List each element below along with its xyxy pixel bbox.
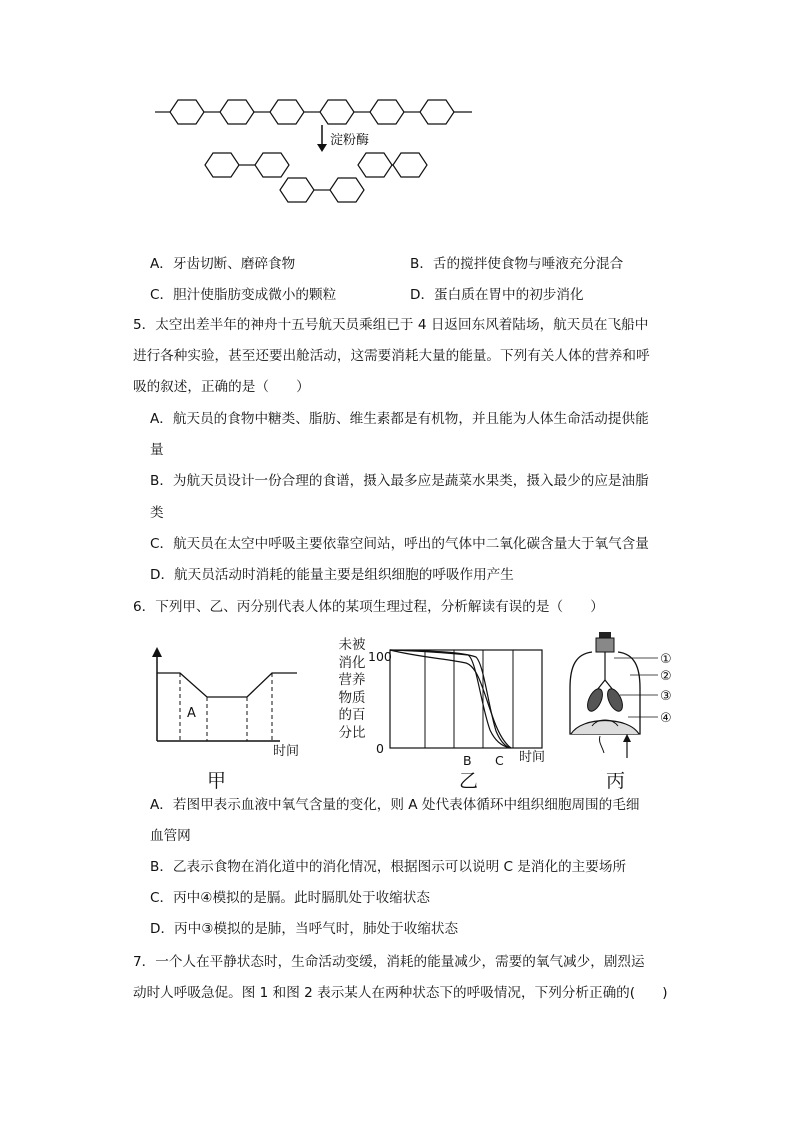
yi-x-axis-label: 时间 (519, 750, 546, 765)
yi-y-label-line: 未被 (338, 637, 366, 653)
yi-y-label-line: 分比 (338, 724, 366, 741)
q5-option-b-line-1: B．为航天员设计一份合理的食谱，摄入最多应是蔬菜水果类，摄入最少的应是油脂 (150, 473, 649, 489)
q6-option-a-line-1: A．若图甲表示血液中氧气含量的变化，则 A 处代表体循环中组织细胞周围的毛细 (150, 797, 640, 813)
yi-y-label-line: 营养 (338, 672, 366, 688)
figure-yi-caption: 乙 (459, 770, 479, 792)
q4-option-b: B．舌的搅拌使食物与唾液充分混合 (410, 256, 624, 272)
yi-mark-c: C (495, 753, 504, 768)
yi-y-label-line: 物质 (338, 689, 366, 706)
figure-bing-bell-jar-model (562, 628, 692, 763)
bing-label-2: ② (660, 669, 672, 684)
yi-y-top-tick: 100 (368, 649, 392, 664)
q5-stem-line-1: 5．太空出差半年的神舟十五号航天员乘组已于 4 日返回东风着陆场，航天员在飞船中 (133, 317, 649, 333)
q4-option-c: C．胆汁使脂肪变成微小的颗粒 (150, 287, 337, 303)
q6-option-a-line-2: 血管网 (150, 828, 191, 844)
q5-option-d: D．航天员活动时消耗的能量主要是组织细胞的呼吸作用产生 (150, 567, 514, 583)
q6-stem: 6．下列甲、乙、丙分别代表人体的某项生理过程，分析解读有误的是（ ） (133, 599, 604, 615)
q5-stem-line-3: 吸的叙述，正确的是（ ） (133, 379, 310, 395)
q7-stem-line-2: 动时人呼吸急促。图 1 和图 2 表示某人在两种状态下的呼吸情况，下列分析正确的( ) (133, 985, 668, 1001)
yi-y-axis-label (337, 637, 367, 742)
starch-digestion-figure (150, 92, 490, 212)
q5-option-a-line-2: 量 (150, 442, 164, 458)
q5-option-a-line-1: A．航天员的食物中糖类、脂肪、维生素都是有机物，并且能为人体生命活动提供能 (150, 411, 649, 427)
figure-jia-oxygen-graph (145, 645, 305, 760)
q4-option-d: D．蛋白质在胃中的初步消化 (410, 287, 584, 303)
bing-label-1: ① (660, 652, 672, 667)
q6-option-b: B．乙表示食物在消化道中的消化情况，根据图示可以说明 C 是消化的主要场所 (150, 859, 627, 875)
figure-jia-caption: 甲 (207, 770, 227, 792)
q5-option-c: C．航天员在太空中呼吸主要依靠空间站，呼出的气体中二氧化碳含量大于氧气含量 (150, 536, 649, 552)
jia-point-a: A (187, 706, 196, 721)
q5-stem-line-2: 进行各种实验，甚至还要出舱活动，这需要消耗大量的能量。下列有关人体的营养和呼 (133, 348, 650, 364)
jia-x-axis-label: 时间 (273, 744, 300, 759)
yi-mark-b: B (463, 753, 472, 768)
yi-y-bottom-tick: 0 (376, 741, 384, 756)
yi-y-label-line: 的百 (338, 707, 366, 723)
bing-label-4: ④ (660, 711, 672, 726)
figure-yi-digestion-graph (368, 645, 553, 770)
enzyme-label: 淀粉酶 (330, 133, 370, 148)
q4-option-a: A．牙齿切断、磨碎食物 (150, 256, 296, 272)
figure-bing-caption: 丙 (606, 770, 626, 792)
q5-option-b-line-2: 类 (150, 505, 164, 521)
yi-y-label-line: 消化 (338, 654, 366, 671)
q6-option-c: C．丙中④模拟的是膈。此时膈肌处于收缩状态 (150, 890, 430, 906)
q7-stem-line-1: 7．一个人在平静状态时，生命活动变缓，消耗的能量减少，需要的氧气减少，剧烈运 (133, 954, 645, 970)
bing-label-3: ③ (660, 689, 672, 704)
q6-option-d: D．丙中③模拟的是肺，当呼气时，肺处于收缩状态 (150, 921, 459, 937)
